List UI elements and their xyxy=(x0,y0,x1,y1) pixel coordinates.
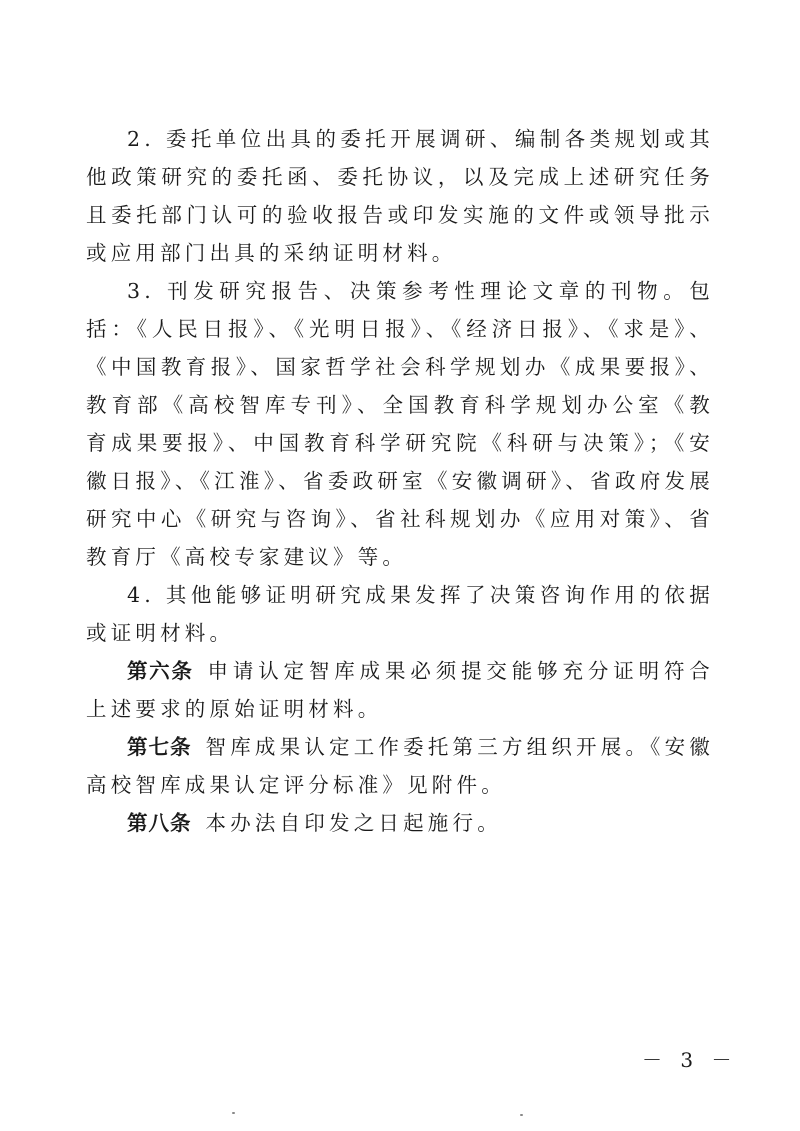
paragraph-text: 3. 刊发研究报告、决策参考性理论文章的刊物。包括：《人民日报》、《光明日报》、《经济日报》、《求是》、《中国教育报》、国家哲学社会科学规划办《成果要报》、教育部《高校智库专刊》、全国教育科学规划办公室《教育成果要报》、中国教育科学研究院《科研与决策》；《安徽日报》、《江淮》、省委政研室《安徽调研》、省政府发展研究中心《研究与咨询》、省社科规划办《应用对策》、省教育厅《高校专家建议》等。 xyxy=(86,279,714,569)
paragraph-text: 2. 委托单位出具的委托开展调研、编制各类规划或其他政策研究的委托函、委托协议，以及完成上述研究任务且委托部门认可的验收报告或印发实施的文件或领导批示或应用部门出具的采纳证明材料。 xyxy=(86,127,714,265)
article-8 xyxy=(86,804,714,842)
article-text: 本办法自印发之日起施行。 xyxy=(205,811,502,835)
document-body xyxy=(86,120,714,842)
article-label: 第八条 xyxy=(127,811,192,835)
article-text: 智库成果认定工作委托第三方组织开展。《安徽高校智库成果认定评分标准》见附件。 xyxy=(86,735,715,797)
page-number: － 3 － xyxy=(642,1048,738,1072)
paragraph-item-2 xyxy=(86,120,714,272)
article-label: 第六条 xyxy=(127,659,194,683)
scan-speck xyxy=(232,1112,235,1114)
paragraph-item-4 xyxy=(86,576,714,652)
article-label: 第七条 xyxy=(127,735,192,759)
scan-speck xyxy=(520,1114,523,1116)
article-7 xyxy=(86,728,714,804)
article-text: 申请认定智库成果必须提交能够充分证明符合上述要求的原始证明材料。 xyxy=(86,659,715,721)
paragraph-text: 4. 其他能够证明研究成果发挥了决策咨询作用的依据或证明材料。 xyxy=(86,583,714,645)
paragraph-item-3 xyxy=(86,272,714,576)
article-6 xyxy=(86,652,714,728)
